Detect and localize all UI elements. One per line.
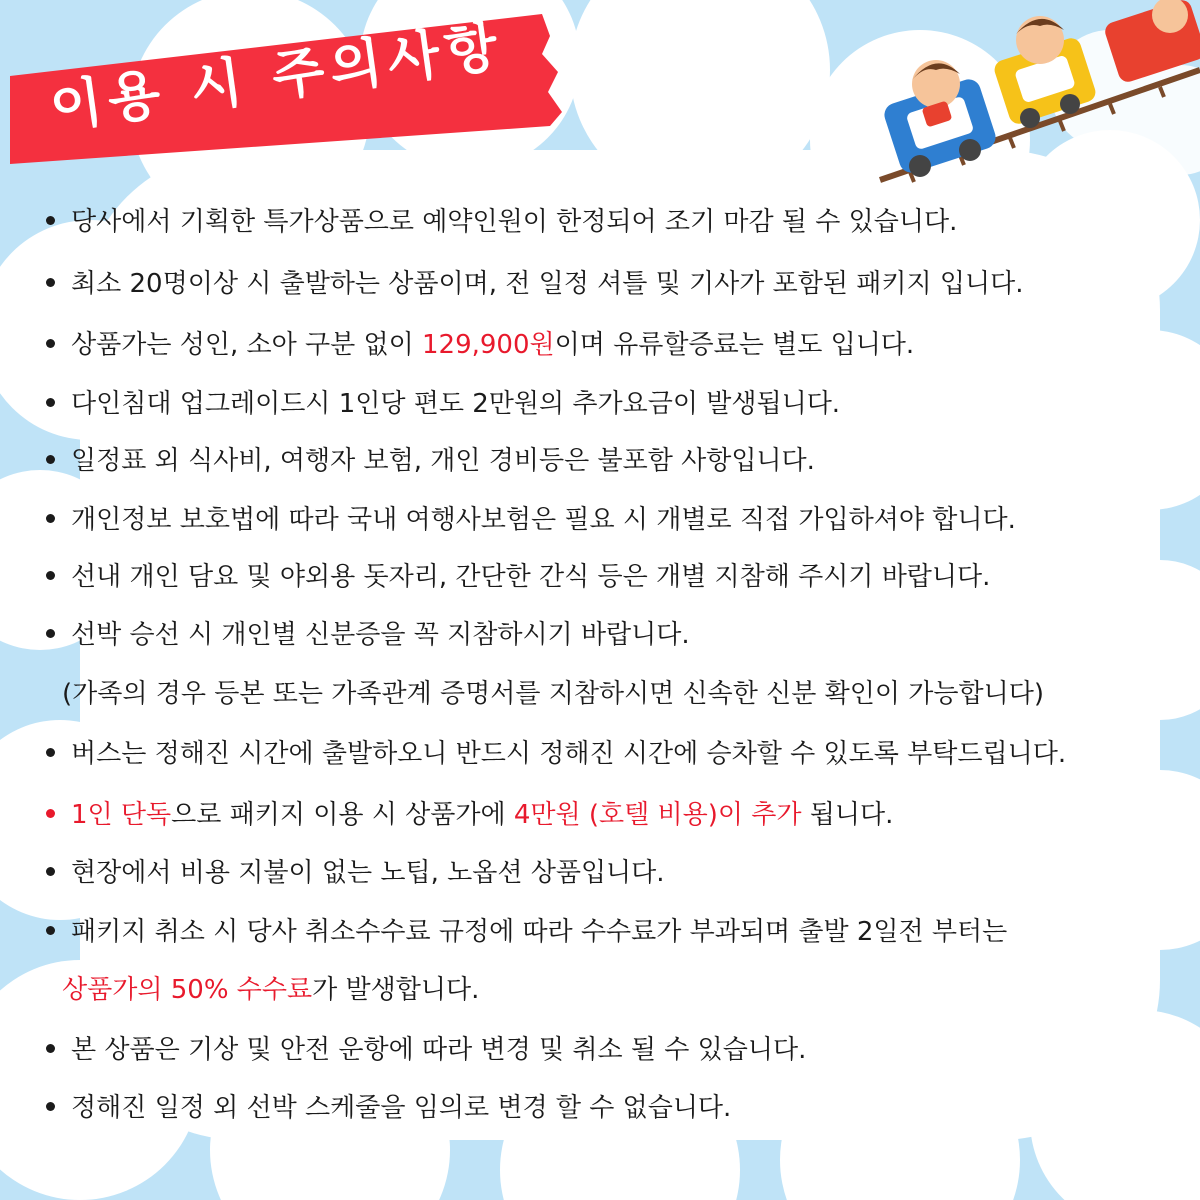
notice-item — [46, 441, 1182, 481]
notice-text: (가족의 경우 등본 또는 가족관계 증명서를 지참하시면 신속한 신분 확인이 가능합니다) — [62, 679, 1044, 709]
notice-item — [46, 734, 1182, 774]
bullet-icon — [46, 867, 55, 876]
notice-text: 패키지 취소 시 당사 취소수수료 규정에 따라 수수료가 부과되며 출발 2일전 부터는 — [71, 917, 1008, 947]
notice-text: 이며 유류할증료는 별도 입니다. — [554, 330, 915, 360]
bullet-icon — [46, 339, 55, 348]
notice-continuation — [62, 970, 1182, 1010]
surcharge-highlight: 4만원 (호텔 비용)이 추가 — [513, 800, 802, 830]
price-highlight: 129,900원 — [421, 330, 555, 360]
notice-text: 본 상품은 기상 및 안전 운항에 따라 변경 및 취소 될 수 있습니다. — [71, 1035, 807, 1065]
bullet-icon — [46, 926, 55, 935]
notice-item — [46, 384, 1182, 424]
notice-item — [46, 615, 1182, 655]
notice-text: 선내 개인 담요 및 야외용 돗자리, 간단한 간식 등은 개별 지참해 주시기 바랍니다. — [71, 562, 991, 592]
fee-highlight: 상품가의 50% 수수료 — [62, 975, 313, 1005]
notice-item — [46, 264, 1182, 304]
notice-item — [46, 557, 1182, 597]
notice-text: 일정표 외 식사비, 여행자 보험, 개인 경비등은 불포함 사항입니다. — [71, 446, 815, 476]
notice-item — [46, 853, 1182, 893]
notice-item — [46, 912, 1182, 952]
notice-text: 다인침대 업그레이드시 1인당 편도 2만원의 추가요금이 발생됩니다. — [71, 389, 841, 419]
notice-text: 선박 승선 시 개인별 신분증을 꼭 지참하시기 바랍니다. — [71, 620, 690, 650]
notice-text: 정해진 일정 외 선박 스케줄을 임의로 변경 할 수 없습니다. — [71, 1093, 732, 1123]
notice-item — [46, 500, 1182, 540]
notice-continuation — [62, 674, 1182, 714]
notice-item — [46, 1088, 1182, 1128]
notice-text: 상품가는 성인, 소아 구분 없이 — [71, 330, 422, 360]
bullet-icon — [46, 216, 55, 225]
bullet-icon — [46, 1044, 55, 1053]
page-title: 이용 시 주의사항 — [46, 13, 508, 140]
notice-text: 최소 20명이상 시 출발하는 상품이며, 전 일정 셔틀 및 기사가 포함된 패키지 입니다. — [71, 269, 1024, 299]
notice-text: 으로 패키지 이용 시 상품가에 — [171, 800, 514, 830]
notice-text: 가 발생합니다. — [312, 975, 480, 1005]
notice-text: 개인정보 보호법에 따라 국내 여행사보험은 필요 시 개별로 직접 가입하셔야 합니다. — [71, 505, 1016, 535]
notice-item — [46, 1030, 1182, 1070]
bullet-icon — [46, 629, 55, 638]
bullet-icon — [46, 514, 55, 523]
notice-text: 당사에서 기획한 특가상품으로 예약인원이 한정되어 조기 마감 될 수 있습니다. — [71, 207, 958, 237]
bullet-icon — [46, 1102, 55, 1111]
notice-text: 됩니다. — [801, 800, 894, 830]
bullet-icon — [46, 398, 55, 407]
notice-item — [46, 202, 1182, 242]
single-use-highlight: 1인 단독 — [71, 800, 172, 830]
bullet-icon — [46, 455, 55, 464]
notice-item — [46, 795, 1182, 835]
bullet-icon — [46, 748, 55, 757]
notice-item — [46, 325, 1182, 365]
bullet-icon — [46, 809, 55, 818]
bullet-icon — [46, 278, 55, 287]
notice-text: 버스는 정해진 시간에 출발하오니 반드시 정해진 시간에 승차할 수 있도록 부탁드립니다. — [71, 739, 1067, 769]
bullet-icon — [46, 571, 55, 580]
notice-text: 현장에서 비용 지불이 없는 노팁, 노옵션 상품입니다. — [71, 858, 665, 888]
